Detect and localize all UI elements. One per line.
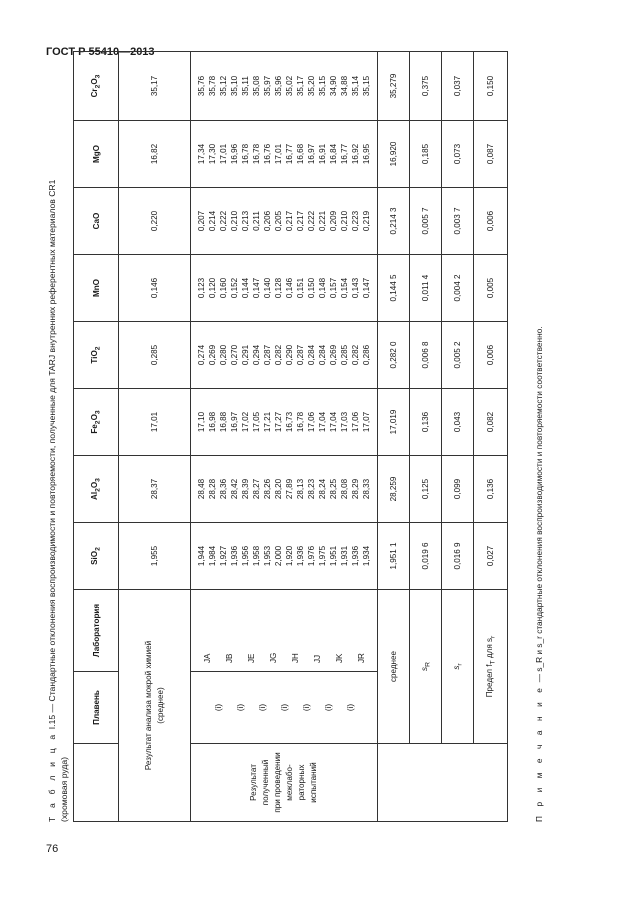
table-note (534, 52, 544, 822)
interlab-value: 0,284 (318, 344, 327, 366)
wet-value: 0,146 (119, 255, 191, 322)
interlab-value: 17,30 (208, 143, 217, 165)
mean-value: 17,019 (378, 389, 410, 456)
values-sio2 (191, 523, 378, 590)
interlab-value: 0,160 (219, 277, 228, 299)
interlab-value: 17,21 (263, 411, 272, 433)
interlab-value: 28,39 (241, 478, 250, 500)
wet-value: 0,220 (119, 188, 191, 255)
interlab-value: 0,147 (362, 277, 371, 299)
sR-label: $s_R$ (410, 590, 442, 744)
interlab-value: 0,120 (208, 277, 217, 299)
interlab-value: 28,42 (230, 478, 239, 500)
interlab-value: 16,97 (307, 143, 316, 165)
mean-row (378, 52, 410, 822)
interlab-value: 0,217 (285, 210, 294, 232)
wet-value: 1,955 (119, 523, 191, 590)
interlab-value: 0,291 (241, 344, 250, 366)
interlab-value: 1,936 (230, 545, 239, 567)
mean-label: среднее (378, 590, 410, 744)
interlab-value: 1,975 (318, 545, 327, 567)
header-sio2: SiO$_2$ (74, 523, 119, 590)
sr-label: $s_r$ (442, 590, 474, 744)
interlab-value: 35,02 (285, 75, 294, 97)
header-cao: CaO (74, 188, 119, 255)
interlab-value: 0,143 (351, 277, 360, 299)
interlab-value: 28,08 (340, 478, 349, 500)
interlab-value: 28,20 (274, 478, 283, 500)
interlab-value: 1,931 (340, 545, 349, 567)
interlab-value: 0,284 (307, 344, 316, 366)
interlab-value: 0,210 (340, 210, 349, 232)
interlab-value: 0,154 (340, 277, 349, 299)
rotated-table-block (46, 52, 596, 822)
interlab-value: 17,04 (318, 411, 327, 433)
interlab-value: 0,269 (329, 344, 338, 366)
sr-value: 0,003 7 (442, 188, 474, 255)
limit-value: 0,082 (474, 389, 508, 456)
interlab-value: 0,282 (274, 344, 283, 366)
interlab-value: 16,92 (351, 143, 360, 165)
interlab-value: 17,03 (340, 411, 349, 433)
data-table (73, 51, 508, 822)
wet-value: 0,285 (119, 322, 191, 389)
interlab-value: 28,27 (252, 478, 261, 500)
sR-value: 0,185 (410, 121, 442, 188)
interlab-value: 28,28 (208, 478, 217, 500)
interlab-value: 16,78 (296, 411, 305, 433)
mean-value: 0,144 5 (378, 255, 410, 322)
header-al2o3: $Al_2O_3$ (74, 456, 119, 523)
values-al2o3 (191, 456, 378, 523)
values-mno (191, 255, 378, 322)
values-mgo (191, 121, 378, 188)
interlab-value: 0,217 (296, 210, 305, 232)
interlab-value: 16,98 (208, 411, 217, 433)
interlab-value: 1,951 (329, 545, 338, 567)
interlab-value: 28,24 (318, 478, 327, 500)
mean-value: 28,259 (378, 456, 410, 523)
header-mgo: MgO (74, 121, 119, 188)
interlab-value: 1,927 (219, 545, 228, 567)
sr-reproducibility-row (410, 52, 442, 822)
interlab-value: 0,223 (351, 210, 360, 232)
wet-value: 35,17 (119, 52, 191, 121)
sr-value: 0,073 (442, 121, 474, 188)
interlab-value: 0,210 (230, 210, 239, 232)
interlab-value: 17,02 (241, 411, 250, 433)
interlab-value: 17,07 (362, 411, 371, 433)
interlab-value: 28,33 (362, 478, 371, 500)
mean-value: 16,920 (378, 121, 410, 188)
interlab-value: 35,76 (197, 75, 206, 97)
interlab-value: 35,08 (252, 75, 261, 97)
interlab-value: 17,27 (274, 411, 283, 433)
interlab-value: 35,20 (307, 75, 316, 97)
plavken-cell: (i) (i) (i) (i) (i) (i) (i) (191, 672, 378, 744)
interlab-value: 16,78 (252, 143, 261, 165)
wet-chemistry-row (119, 52, 191, 822)
caption-subtitle: (хромовая руда) (59, 756, 69, 822)
sR-value: 0,006 8 (410, 322, 442, 389)
interlab-value: 17,01 (219, 143, 228, 165)
interlab-value: 0,150 (307, 277, 316, 299)
interlab-value: 0,282 (351, 344, 360, 366)
interlab-value: 1,936 (351, 545, 360, 567)
limit-row (474, 52, 508, 822)
limit-value: 0,087 (474, 121, 508, 188)
sR-value: 0,019 6 (410, 523, 442, 590)
interlab-value: 16,68 (296, 143, 305, 165)
sR-value: 0,011 4 (410, 255, 442, 322)
interlab-value: 1,956 (241, 545, 250, 567)
sr-repeatability-row (442, 52, 474, 822)
interlab-value: 35,15 (362, 75, 371, 97)
interlab-value: 17,04 (329, 411, 338, 433)
interlab-value: 35,14 (351, 75, 360, 97)
note-label: П р и м е ч а н и е (534, 684, 544, 822)
sr-value: 0,004 2 (442, 255, 474, 322)
interlab-value: 1,936 (296, 545, 305, 567)
interlab-value: 0,287 (296, 344, 305, 366)
interlab-value: 16,84 (329, 143, 338, 165)
interlab-value: 1,984 (208, 545, 217, 567)
interlab-value: 16,95 (362, 143, 371, 165)
limit-label: Предел $f_T$ для $s_r$ (474, 590, 508, 744)
interlab-value: 35,97 (263, 75, 272, 97)
limit-value: 0,006 (474, 322, 508, 389)
interlab-value: 0,128 (274, 277, 283, 299)
interlab-value: 0,214 (208, 210, 217, 232)
wet-chemistry-label: Результат анализа мокрой химией (среднее) (119, 590, 191, 822)
interlab-value: 0,147 (252, 277, 261, 299)
interlab-value: 0,148 (318, 277, 327, 299)
interlab-value: 0,211 (252, 211, 261, 231)
wet-value: 16,82 (119, 121, 191, 188)
table-caption (46, 52, 70, 822)
mean-value: 0,214 3 (378, 188, 410, 255)
interlab-value: 1,920 (285, 545, 294, 567)
note-text: — s_R и s_r стандартные отклонения воспроизводимости и повторяемости соответственно. (534, 326, 544, 683)
header-plavken: Плавень (74, 672, 119, 744)
interlab-value: 28,25 (329, 478, 338, 500)
interlab-value: 0,209 (329, 210, 338, 232)
interlab-value: 16,91 (318, 143, 327, 165)
interlab-value: 1,944 (197, 545, 206, 567)
interlab-value: 35,10 (230, 75, 239, 97)
interlab-value: 0,140 (263, 277, 272, 299)
interlab-value: 0,152 (230, 277, 239, 299)
interlab-value: 16,76 (263, 143, 272, 165)
interlab-value: 35,15 (318, 75, 327, 97)
interlab-value: 0,205 (274, 210, 283, 232)
stats-empty-cell (378, 744, 508, 822)
sR-value: 0,136 (410, 389, 442, 456)
interlab-value: 35,11 (241, 76, 250, 96)
interlab-value: 0,287 (263, 344, 272, 366)
header-cr2o3: $Cr_2O_3$ (74, 52, 119, 121)
interlab-value: 1,958 (252, 545, 261, 567)
interlab-value: 0,274 (197, 344, 206, 366)
sr-value: 0,016 9 (442, 523, 474, 590)
interlab-value: 0,285 (340, 344, 349, 366)
header-empty (74, 744, 119, 822)
interlab-value: 16,77 (340, 143, 349, 165)
sR-value: 0,125 (410, 456, 442, 523)
interlab-value: 28,26 (263, 478, 272, 500)
limit-value: 0,136 (474, 456, 508, 523)
wet-value: 28,37 (119, 456, 191, 523)
values-tio2 (191, 322, 378, 389)
interlab-value: 28,36 (219, 478, 228, 500)
header-mno: MnO (74, 255, 119, 322)
interlab-value: 17,05 (252, 411, 261, 433)
page-header: ГОСТ Р 55410—2013 (46, 46, 155, 58)
interlab-value: 0,280 (219, 344, 228, 366)
limit-value: 0,005 (474, 255, 508, 322)
interlab-value: 0,222 (307, 210, 316, 232)
sr-value: 0,043 (442, 389, 474, 456)
interlab-value: 16,77 (285, 143, 294, 165)
interlab-value: 16,78 (241, 143, 250, 165)
interlab-row (191, 52, 378, 822)
wet-value: 17,01 (119, 389, 191, 456)
interlab-value: 16,88 (219, 411, 228, 433)
values-cao (191, 188, 378, 255)
interlab-value: 0,213 (241, 210, 250, 232)
mean-value: 35,279 (378, 52, 410, 121)
interlab-value: 0,269 (208, 344, 217, 366)
interlab-value: 34,90 (329, 75, 338, 97)
interlab-value: 28,48 (197, 478, 206, 500)
mean-value: 0,282 0 (378, 322, 410, 389)
caption-line-1 (46, 52, 58, 822)
interlab-value: 28,23 (307, 478, 316, 500)
interlab-value: 17,06 (307, 411, 316, 433)
interlab-value: 0,144 (241, 277, 250, 299)
caption-number: I.15 (47, 714, 57, 730)
interlab-value: 0,157 (329, 277, 338, 299)
interlab-value: 0,219 (362, 210, 371, 232)
interlab-value: 0,222 (219, 210, 228, 232)
interlab-value: 0,146 (285, 277, 294, 299)
interlab-value: 1,953 (263, 545, 272, 567)
limit-value: 0,006 (474, 188, 508, 255)
interlab-value: 28,13 (296, 478, 305, 500)
mean-value: 1,951 1 (378, 523, 410, 590)
caption-label: Т а б л и ц а (47, 731, 57, 822)
interlab-value: 17,10 (197, 411, 206, 433)
header-tio2: TiO$_2$ (74, 322, 119, 389)
interlab-value: 1,976 (307, 545, 316, 567)
sR-value: 0,005 7 (410, 188, 442, 255)
interlab-value: 17,06 (351, 411, 360, 433)
interlab-value: 35,17 (296, 75, 305, 97)
interlab-value: 0,294 (252, 344, 261, 366)
values-fe2o3 (191, 389, 378, 456)
sR-value: 0,375 (410, 52, 442, 121)
interlab-value: 16,73 (285, 411, 294, 433)
limit-value: 0,027 (474, 523, 508, 590)
sr-value: 0,005 2 (442, 322, 474, 389)
limit-value: 0,150 (474, 52, 508, 121)
interlab-value: 28,29 (351, 478, 360, 500)
sr-value: 0,037 (442, 52, 474, 121)
interlab-value: 17,01 (274, 143, 283, 165)
interlab-value: 0,221 (318, 210, 327, 232)
interlab-value: 0,151 (296, 277, 305, 299)
laboratory-cell: JA JB JE JG JH JJ JK JR (191, 590, 378, 672)
interlab-value: 34,88 (340, 75, 349, 97)
header-lab: Лаборатория (74, 590, 119, 672)
interlab-value: 27,89 (285, 478, 294, 500)
interlab-value: 16,96 (230, 143, 239, 165)
interlab-value: 35,78 (208, 75, 217, 97)
interlab-value: 16,97 (230, 411, 239, 433)
values-cr2o3 (191, 52, 378, 121)
page-number: 76 (46, 843, 59, 855)
interlab-value: 35,96 (274, 75, 283, 97)
interlab-value: 0,123 (197, 277, 206, 299)
interlab-value: 0,207 (197, 210, 206, 232)
interlab-value: 1,934 (362, 545, 371, 567)
interlab-value: 17,34 (197, 143, 206, 165)
header-fe2o3: $Fe_2O_3$ (74, 389, 119, 456)
interlab-value: 0,270 (230, 344, 239, 366)
interlab-value: 0,286 (362, 344, 371, 366)
interlab-label: Результат полученный при проведении межлабо- раторных испытаний (191, 744, 378, 822)
interlab-value: 0,206 (263, 210, 272, 232)
interlab-value: 2,000 (274, 545, 283, 567)
caption-text: — Стандартные отклонения воспроизводимости и повторяемости, полученные для TARJ внутренних референтных материалов CR1 (47, 179, 57, 713)
sr-value: 0,099 (442, 456, 474, 523)
interlab-value: 0,290 (285, 344, 294, 366)
interlab-value: 35,12 (219, 75, 228, 97)
header-row (74, 52, 119, 822)
